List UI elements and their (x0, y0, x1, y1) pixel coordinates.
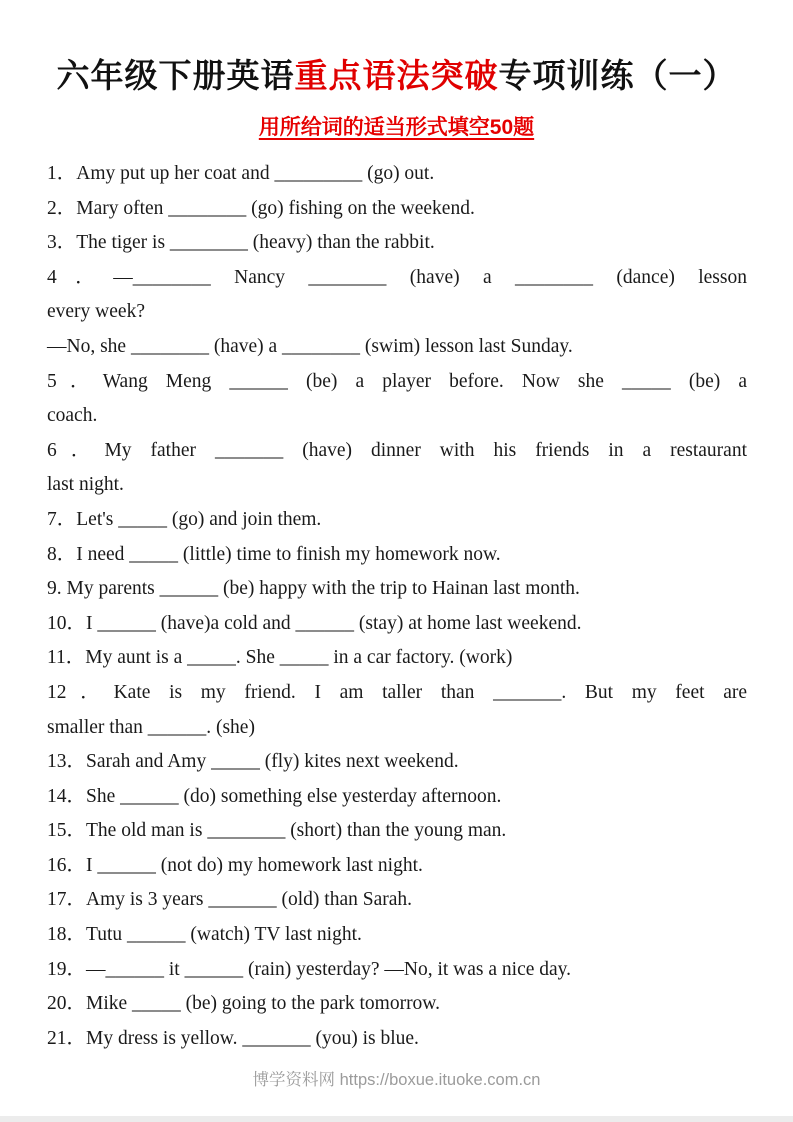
title-post: 专项训练（一） (498, 57, 737, 94)
page-bottom-edge (0, 1116, 793, 1122)
question-line: last night. (47, 474, 124, 496)
question-line: 20．Mike _____ (be) going to the park tomorrow. (47, 993, 440, 1015)
question-line: 16．I ______ (not do) my homework last night. (47, 854, 423, 876)
question-line: 9. My parents ______ (be) happy with the trip to Hainan last month. (47, 578, 580, 600)
question-line: 7．Let's _____ (go) and join them. (47, 508, 322, 530)
question-line: 6．My father _______ (have) dinner with his friends in a restaurant (47, 439, 747, 461)
question-line: 11．My aunt is a _____. She _____ in a car factory. (work) (47, 647, 513, 669)
page-title (0, 0, 793, 97)
question-line: coach. (47, 405, 98, 427)
question-line: every week? (47, 301, 145, 323)
section-subtitle: 用所给词的适当形式填空50题 (258, 116, 535, 139)
question-line: 12．Kate is my friend. I am taller than _______. But my feet are (47, 681, 747, 703)
question-line: 1．Amy put up her coat and _________ (go) out. (47, 163, 435, 184)
question-line: 17．Amy is 3 years _______ (old) than Sarah. (47, 889, 413, 911)
question-line: 5．Wang Meng ______ (be) a player before. Now she _____ (be) a (47, 370, 747, 392)
question-line: 18．Tutu ______ (watch) TV last night. (47, 924, 362, 946)
question-line: 3．The tiger is ________ (heavy) than the rabbit. (47, 232, 435, 254)
footer-credit: 博学资料网 https://boxue.ituoke.com.cn (252, 1071, 541, 1090)
question-line: 21．My dress is yellow. _______ (you) is blue. (47, 1027, 419, 1049)
questions (47, 157, 747, 1056)
question-line: 4．—________ Nancy ________ (have) a ________ (dance) lesson (47, 266, 747, 288)
title-pre: 六年级下册英语 (56, 57, 295, 94)
question-line: 2．Mary often ________ (go) fishing on the weekend. (47, 197, 475, 219)
question-line: —No, she ________ (have) a ________ (swim) lesson last Sunday. (47, 335, 573, 357)
title-highlight: 重点语法突破 (294, 57, 499, 94)
question-line: 14．She ______ (do) something else yesterday afternoon. (47, 785, 502, 807)
question-line: 10．I ______ (have)a cold and ______ (stay) at home last weekend. (47, 612, 582, 634)
question-line: 13．Sarah and Amy _____ (fly) kites next weekend. (47, 751, 459, 773)
question-line: 19．—______ it ______ (rain) yesterday? —No, it was a nice day. (47, 958, 572, 980)
question-line: 15．The old man is ________ (short) than the young man. (47, 820, 507, 842)
question-line: smaller than ______. (she) (47, 716, 255, 738)
question-line: 8．I need _____ (little) time to finish my homework now. (47, 543, 501, 565)
